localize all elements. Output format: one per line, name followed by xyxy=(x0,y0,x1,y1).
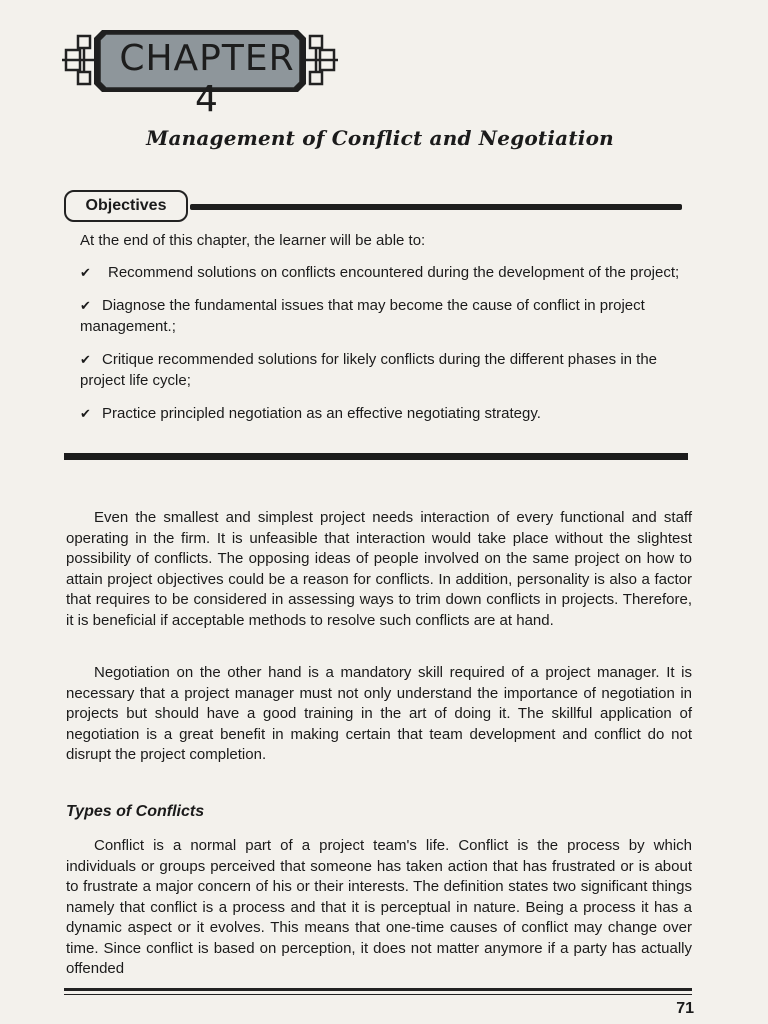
chapter-banner xyxy=(62,26,338,120)
checkmark-icon: ✔ xyxy=(80,265,91,280)
checkmark-icon: ✔ xyxy=(80,352,91,367)
objectives-rule xyxy=(190,204,682,210)
footer-rule-thin xyxy=(64,994,692,995)
checkmark-icon: ✔ xyxy=(80,406,91,421)
objectives-label: Objectives xyxy=(64,190,188,222)
section-paragraph: Conflict is a normal part of a project team's life. Conflict is the process by which individuals or groups perceived that someone has taken action that has frustrated or is about to frustrate a major concern of his or their interests. The definition states two significant things namely that conflict is a process and that it is perceptual in nature. Being a process it has a dynamic aspect or it evolves. This means that one-time causes of conflict may change over time. Since conflict is based on perception, it does not matter anymore if a party has actually offended xyxy=(66,837,692,977)
chapter-title: Management of Conflict and Negotiation xyxy=(146,126,614,150)
objectives-list xyxy=(80,262,680,436)
body-paragraph: Negotiation on the other hand is a mandatory skill required of a project manager. It is necessary that a project manager must not only understand the importance of negotiation in projects but should have a good training in the art of doing it. The skillful application of negotiation is a great benefit in making certain that team development and conflict do not disrupt the project completion. xyxy=(66,664,692,763)
checkmark-icon: ✔ xyxy=(80,298,91,313)
objective-item: ✔ Recommend solutions on conflicts encountered during the development of the project; xyxy=(80,264,680,281)
objective-item: ✔ Critique recommended solutions for likely conflicts during the different phases in the project life cycle; xyxy=(80,351,658,389)
chapter-label: CHAPTER 4 xyxy=(119,38,295,120)
objective-item: ✔ Practice principled negotiation as an effective negotiating strategy. xyxy=(80,405,541,422)
objectives-bottom-rule xyxy=(64,453,688,460)
section-heading: Types of Conflicts xyxy=(66,803,205,820)
body-paragraph: Even the smallest and simplest project needs interaction of every functional and staff operating in the firm. It is unfeasible that interaction would take place without the slightest possibility of conflicts. The opposing ideas of people involved on the same project on how to attain project objectives could be a reason for conflicts. In addition, personality is also a factor that requires to be considered in assessing ways to trim down conflicts in projects. Therefore, it is beneficial if acceptable methods to resolve such conflicts are at hand. xyxy=(66,509,692,629)
objectives-intro: At the end of this chapter, the learner will be able to: xyxy=(80,232,426,249)
page-number: 71 xyxy=(676,1000,694,1017)
objective-item: ✔ Diagnose the fundamental issues that may become the cause of conflict in project management.; xyxy=(80,297,645,335)
footer-rule xyxy=(64,988,692,991)
